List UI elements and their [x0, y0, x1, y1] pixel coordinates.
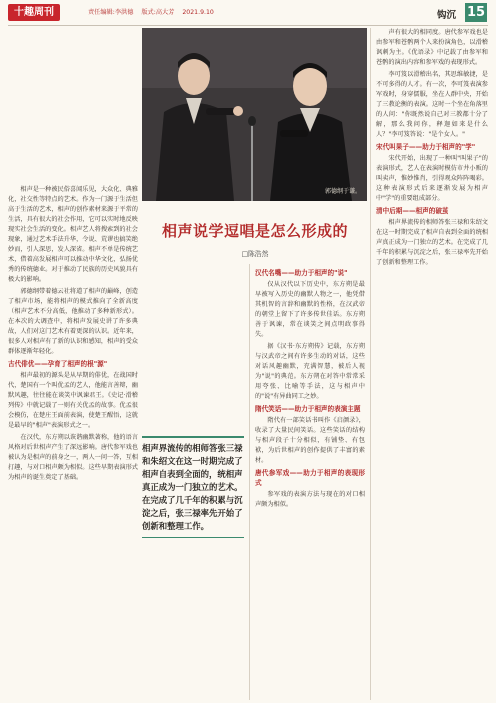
pull-quote-text: 相声界流传的相师答张三禄和朱绍文在这一时期完成了相声自表到全面的，统相声真正成为一门独立的艺术。在完成了几千年的积累与沉淀之后，张三禄率先开始了创新和整理工作。: [142, 443, 243, 531]
photo-illustration: [142, 28, 367, 201]
header-divider: [8, 25, 488, 26]
section-subheading: 隋代笑话——助力于相声的表演主题: [255, 405, 361, 413]
body-paragraph: 在汉代，东方朔以诙谐幽默著称，他的语言风格对后世相声产生了深远影响。唐代参军戏也被认为是相声的前身之一，两人一问一答，互相打趣，与对口相声颇为相似。这些早期表演形式为相声的诞生奠定了基础。: [8, 434, 138, 481]
pull-quote-rule-top: [142, 436, 244, 438]
article-photo: [142, 28, 367, 201]
editor-credit: 责任编辑:李洪德: [88, 9, 134, 16]
body-paragraph: 据《汉书·东方朔传》记载，东方朔与汉武帝之间有许多生动的对话，这些对话风趣幽默，充满智慧，被后人视为"说"的典范。东方朔在对答中常常采用夸张、比喻等手法，这与相声中的"说"有异曲同工之妙。: [255, 343, 365, 400]
layout-credit: 版式:高大芳: [141, 9, 175, 16]
body-paragraph: 仅从汉代以下历史中，东方朔是最早被写入历史的幽默人物之一，他凭借其机智的言辞和幽默的性格，在汉武帝的朝堂上留下了许多传世佳话。东方朔善于讽谏，常在谈笑之间点明政事得失。: [255, 281, 365, 338]
article-title: 相声说学逗唱是怎么形成的: [161, 222, 348, 240]
section-name: 钩沉: [436, 10, 456, 21]
column-divider-2: [370, 28, 371, 700]
body-paragraph: 相声最初的源头是从早期的俳优，在战国时代，楚国有一个叫优孟的艺人，他能言善辩，幽默风趣，往往能在谈笑中讽谏君王。《史记·滑稽列传》中就记载了一则有关优孟的故事。优孟很会模仿，在楚庄王面前表演，使楚王醒悟，这就是最早的"相声"表演形式之一。: [8, 372, 138, 429]
photo-caption: 郭德纲于谦。: [324, 188, 361, 195]
section-subheading: 清中后期——相声的破茧: [376, 207, 449, 215]
section-subheading: 古代俳优——孕育了相声的根"源": [8, 360, 108, 368]
pull-quote-rule-bottom: [142, 537, 244, 538]
page-number: 15: [466, 5, 486, 20]
body-paragraph: 郭德纲带着德云社将道了相声的巅峰，创造了相声市场，能将相声的模式推向了全新高度（相声艺术不分高低，他推动了多种新形式）。在本次的大调查中，将相声发展史讲了许多典故，人们对这门艺术有着更深的认识。近年来，很多人对相声有了新的认识和感知，相声的受众群体逐渐年轻化。: [8, 288, 138, 355]
publication-brand: 十趣周刊: [8, 4, 60, 21]
pull-quote: [142, 436, 244, 538]
section-subheading: 宋代叫果子——助力于相声的"学": [376, 143, 476, 151]
credits: [88, 7, 220, 16]
issue-date: 2021.9.10: [182, 9, 214, 16]
article-byline: □陈浩然: [241, 250, 269, 258]
body-paragraph: 相声界流传的相师答张三禄和朱绍文在这一时期完成了相声自表到全面的统相声真正成为一门独立的艺术。在完成了几千年的积累与沉淀之后，张三禄率先开始了创新和整理工作。: [376, 219, 488, 266]
body-paragraph: 声有很大的相同度。唐代参军戏也是由参军和苍鹘两个人来扮演角色，以滑稽讽刺为主。《优语录》中记载了由参军和苍鹘的演出内容和参军戏的表现形式。: [376, 29, 488, 66]
body-paragraph: 宋代开始，出现了一种叫"叫果子"的表演形式，艺人在表演时模仿市井小贩的叫卖声，惟妙惟肖，引得观众阵阵喝彩。这种表演形式后来逐渐发展为相声中"学"的重要组成部分。: [376, 155, 488, 202]
section-subheading: 唐代参军戏——助力于相声的表现形式: [255, 469, 365, 487]
body-paragraph: 李可笈以滑稽出名，其思维敏捷，是不可多得的人才。有一次，李可笈表演参军戏时，身穿儒服，坐在人群中央，开始了三教论衡的表演。这时一个坐在角落里的人问："你既然说自己对三教都十分了解，那么我问你，释迦如来是什么人？"李可笈答说："是个女人。": [376, 71, 488, 138]
column-3: [376, 28, 488, 700]
body-paragraph: 相声是一种被民俗喜闻乐见，大众化、典雅化，社交性等特点的艺术。作为一门源于生活但高于生活的艺术，相声的创作素材来源于平常的生活，具有很大的社会作用，它可以实时地反映现实社会生活的变化。相声艺人将搜索到的社会现象，通过艺术手法升华，令说、荒谬也搞笑绝妙而，引人深思，发人深省。相声不单是传统艺术，借着高发展相声可以推动中华文化，弘扬优秀的传统德业。对于推动了民族的历史风貌具有极大的影响。: [8, 186, 138, 283]
column-divider-1: [249, 264, 250, 700]
body-paragraph: 隋代有一部笑话书叫作《启颜录》，收录了大量民间笑话。这些笑话的结构与相声段子十分相似，有铺垫、有包袱，为后世相声的创作提供了丰富的素材。: [255, 417, 365, 464]
column-1: [8, 185, 138, 700]
section-subheading: 汉代名嘴——助力于相声的"说": [255, 269, 348, 277]
page-header: [0, 0, 496, 26]
column-2: [255, 268, 365, 700]
body-paragraph: 参军戏的表演方法与现在的对口相声颇为相似。: [255, 491, 365, 508]
